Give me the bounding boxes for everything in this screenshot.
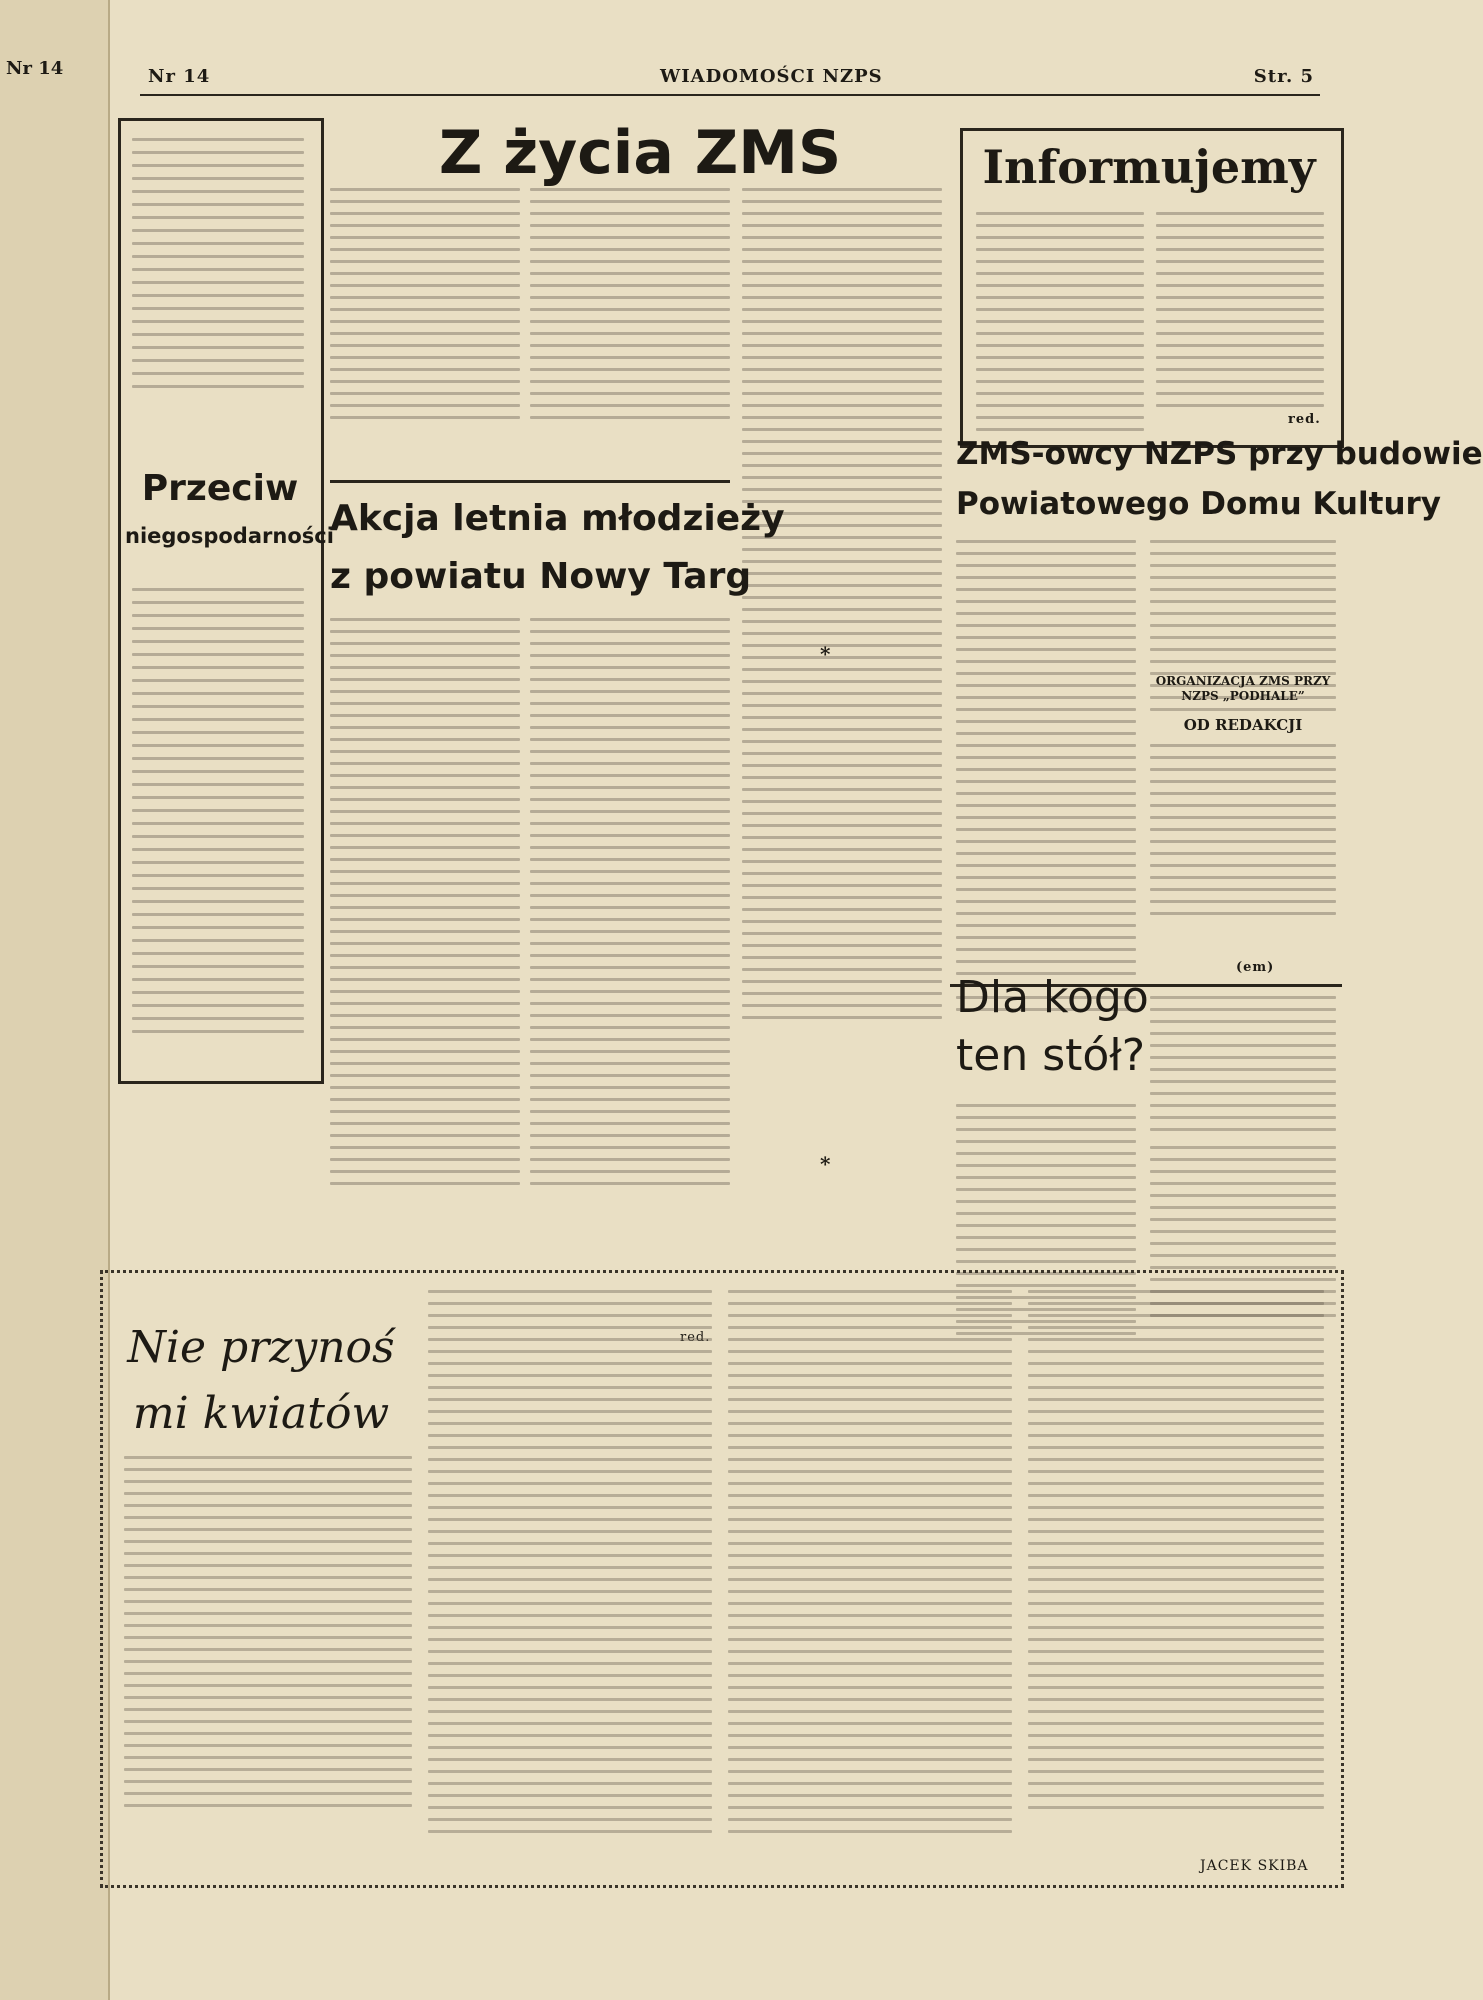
- przeciw-body-top: [132, 138, 304, 398]
- akcja-headline-1: Akcja letnia młodzieży: [330, 498, 785, 539]
- przeciw-headline-1: Przeciw: [141, 468, 299, 509]
- przeciw-body-bottom: [132, 588, 304, 1043]
- separator-asterisk: *: [820, 1152, 831, 1176]
- budowa-organization: ORGANIZACJA ZMS PRZY NZPS „PODHALE”: [1155, 674, 1331, 703]
- separator-asterisk: *: [820, 642, 831, 666]
- publication-title: WIADOMOŚCI NZPS: [660, 66, 883, 87]
- informujemy-signature: red.: [1288, 412, 1321, 427]
- zms-body-col2: [530, 188, 730, 428]
- kwiaty-author: JACEK SKIBA: [1200, 1858, 1309, 1874]
- kwiaty-headline-2: mi kwiatów: [132, 1388, 390, 1439]
- akcja-body-col2: [530, 618, 730, 1194]
- informujemy-headline: Informujemy: [982, 140, 1316, 194]
- zms-signature: red.: [680, 1330, 711, 1345]
- kwiaty-body-col1: [124, 1456, 412, 1816]
- budowa-editorial-body: [1150, 744, 1336, 924]
- budowa-editorial-note: OD REDAKCJI: [1183, 716, 1303, 734]
- page-number: Str. 5: [1253, 66, 1314, 87]
- akcja-body-col1: [330, 618, 520, 1194]
- akcja-headline-2: z powiatu Nowy Targ: [330, 556, 752, 597]
- stol-body-col2-top: [1150, 996, 1336, 1140]
- informujemy-body-col2: [1156, 212, 1324, 416]
- previous-page-edge: [0, 0, 110, 2000]
- budowa-body-col1: [956, 540, 1136, 1020]
- akcja-top-rule: [330, 480, 730, 483]
- przeciw-headline-2: niegospodarności: [125, 524, 334, 548]
- informujemy-body-col1: [976, 212, 1144, 440]
- kwiaty-body-col2: [428, 1290, 712, 1842]
- zms-body-col1: [330, 188, 520, 428]
- stol-headline-1: Dla kogo: [956, 972, 1149, 1023]
- page-header: [140, 64, 1320, 96]
- budowa-headline-2: Powiatowego Domu Kultury: [956, 486, 1442, 522]
- kwiaty-body-col4: [1028, 1290, 1324, 1818]
- zms-headline: Z życia ZMS: [438, 118, 842, 188]
- kwiaty-headline-1: Nie przynoś: [127, 1322, 395, 1373]
- stol-headline-2: ten stół?: [956, 1030, 1146, 1081]
- zms-body-col3: [742, 188, 942, 1028]
- budowa-headline-1: ZMS-owcy NZPS przy budowie: [956, 436, 1483, 472]
- budowa-em-signature: (em): [1236, 960, 1275, 975]
- kwiaty-body-col3: [728, 1290, 1012, 1842]
- issue-number: Nr 14: [148, 66, 211, 87]
- previous-page-number: Nr 14: [6, 58, 64, 79]
